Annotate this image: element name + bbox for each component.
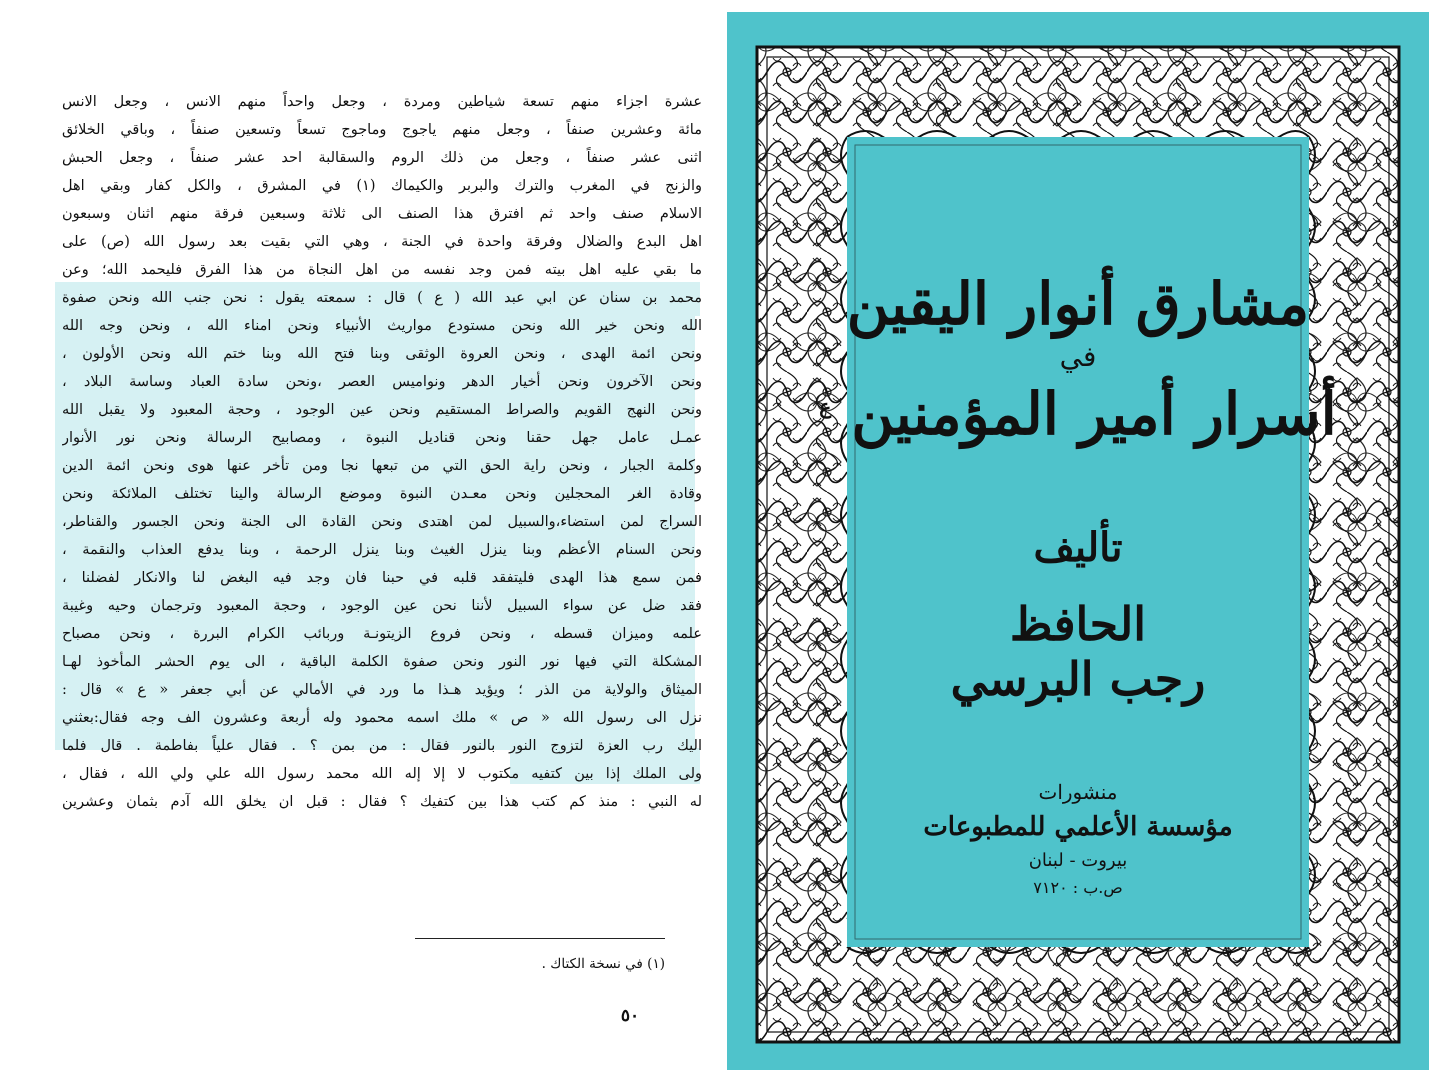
text-line: الله ونحن خير الله ونحن مستودع مواريث الأنبياء ونحن امناء الله ، ونحن وجه الله: [62, 318, 702, 334]
cover-title-connector: في: [1059, 340, 1097, 373]
text-line: ما بقي عليه اهل بيته فمن وجد نفسه من اهل النجاة من هذا الفرق فليحمد الله؛ وعن: [62, 262, 702, 278]
text-line: له النبي : منذ كم كتب هذا بين كتفيك ؟ فقال : قبل ان يخلق الله آدم بثمان وعشرين: [62, 794, 702, 810]
cover-publisher-name: مؤسسة الأعلمي للمطبوعات: [923, 812, 1233, 842]
text-line: والزنج في المغرب والترك والبربر والكيماك (١) في المشرق ، والكل كفار وبقي اهل: [62, 178, 702, 194]
text-line: الاسلام صنف واحد ثم افترق هذا الصنف الى ثلاثة وسبعين فرقة منهم اثنان وسبعون: [62, 206, 702, 222]
footnote-divider: [415, 938, 665, 939]
page-body-text: [62, 88, 702, 816]
cover-title-line-1: مشارق أنوار اليقين: [846, 270, 1310, 338]
footnote: (١) في نسخة الكتاك .: [541, 956, 665, 972]
text-line: ونحن النهج القويم والصراط المستقيم ونحن عين الوجود ، وحجة المعبود ولا يقبل الله: [62, 402, 702, 418]
text-line: نزل الى رسول الله « ص » ملك اسمه محمود وله أربعة وعشرون الف وجه فقال:بعثني: [62, 710, 702, 726]
text-line: محمد بن سنان عن ابي عبد الله ( ع ) قال : سمعته يقول : نحن جنب الله ونحن صفوة: [62, 290, 702, 306]
text-line: اهل البدع والضلال وفرقة واحدة في الجنة ، وهي التي بقيت بعد رسول الله (ص) على: [62, 234, 702, 250]
text-line: وقادة الغر المحجلين ونحن معـدن النبوة وموضع الرسالة والينا تختلف الملائكة ونحن: [62, 486, 702, 502]
cover-author-title: الحافظ: [1009, 597, 1147, 651]
text-line: ولى الملك إذا بين كتفيه مكتوب لا إلا إله الله محمد رسول الله علي ولي الله ، فقال ،: [62, 766, 702, 782]
cover-publisher-pobox: ص.ب : ٧١٢٠: [1033, 878, 1123, 897]
text-line: اثنى عشر صنفاً ، وجعل من ذلك الروم والسقالبة احد عشر صنفاً ، وجعل الحبش: [62, 150, 702, 166]
text-line: علمه وميزان قسطه ، ونحن فروع الزيتونـة وربائب الكرام البررة ، ونحن مصباح: [62, 626, 702, 642]
cover-title-text: أسرار أمير المؤمنين: [851, 380, 1337, 448]
cover-publisher-city: بيروت - لبنان: [1028, 850, 1128, 871]
text-line: المشكلة التي فيها نور النور ونحن صفوة الكلمة الباقية ، الى يوم الحشر المأخوذ لهـا: [62, 654, 702, 670]
book-cover: [727, 12, 1429, 1070]
text-line: عشرة اجزاء منهم تسعة شياطين ومردة ، وجعل واحداً منهم الانس ، وجعل الانس: [62, 94, 702, 110]
cover-by-label: تأليف: [1033, 524, 1123, 571]
cover-publisher-label: منشورات: [1038, 780, 1118, 804]
text-line: ونحن ائمة الهدى ، ونحن العروة الوثقى وبنا فتح الله وبنا ختم الله ونحن الأولون ،: [62, 346, 702, 362]
text-line: ونحن الآخرون ونحن أخيار الدهر ونواميس العصر ،ونحن سادة العباد وساسة البلاد ،: [62, 374, 702, 390]
text-line: السراج لمن استضاء،والسبيل لمن اهتدى ونحن القادة الى الجنة ونحن الجسور والقناطر،: [62, 514, 702, 530]
text-line: اليك رب العزة لتزوج النور بالنور فقال : من بمن ؟ . فقال علياً بفاطمة . قال فلما: [62, 738, 702, 754]
text-line: وكلمة الجبار ، ونحن راية الحق التي من تبعها نجا ومن تأخر عنها هوى ونحن ائمة الدين: [62, 458, 702, 474]
cover-title-line-2: [727, 380, 1429, 448]
text-line: ونحن السنام الأعظم وبنا ينزل الغيث وبنا ينزل الرحمة ، وبنا يدفع العذاب والنقمة ،: [62, 542, 702, 558]
text-line: عمـل عامل جهل حقنا ونحن قناديل النبوة ، ومصابيح الرسالة ونحن نور الأنوار: [62, 430, 702, 446]
cover-author-name: رجب البرسي: [950, 652, 1206, 706]
page-number: ٥٠: [620, 1006, 640, 1026]
text-line: الميثاق والولاية من الذر ؛ ويؤيد هـذا ما ورد في الأمالي عن أبي جعفر « ع » قال :: [62, 682, 702, 698]
text-line: مائة وعشرين صنفاً ، وجعل منهم ياجوج وماجوج تسعاً وتسعين صنفاً ، وباقي الخلائق: [62, 122, 702, 138]
text-line: فمن سمع هذا الهدى فليتفقد قلبه في حبنا فان وجد فيه البغض لنا والانكار لفضلنا ،: [62, 570, 702, 586]
cover-title-superscript: ع: [819, 394, 832, 419]
text-line: فقد ضل عن سواء السبيل لأننا نحن عين الوجود ، وحجة المعبود وترجمان وحيه وغيبة: [62, 598, 702, 614]
